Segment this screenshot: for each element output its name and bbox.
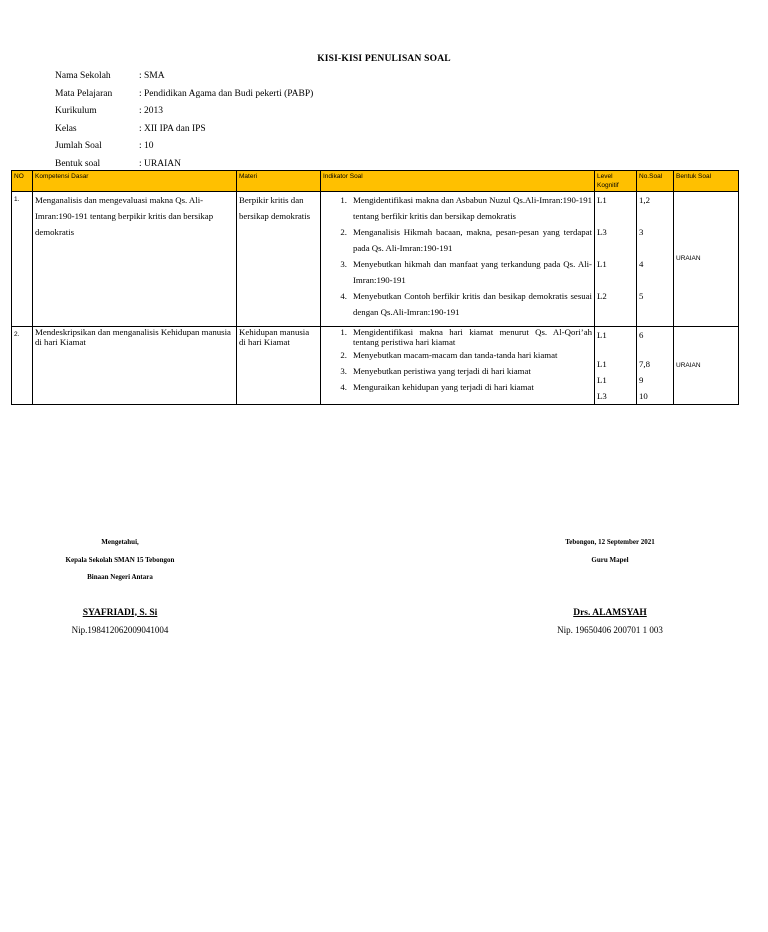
spacer bbox=[639, 240, 671, 256]
nosoal-value: 6 bbox=[639, 330, 644, 340]
list-item bbox=[323, 224, 592, 256]
meta-value: : XII IPA dan IPS bbox=[139, 123, 206, 134]
table-header-row bbox=[12, 171, 739, 192]
header-indikator: Indikator Soal bbox=[321, 171, 595, 192]
indikator-number: 3. bbox=[340, 366, 347, 376]
sig-name: SYAFRIADI, S. Si bbox=[82, 607, 158, 618]
indikator-text: Menyebutkan peristiwa yang terjadi di hari kiamat bbox=[353, 366, 531, 376]
sig-affiliation: Binaan Negeri Antara bbox=[87, 573, 153, 581]
sig-position: Guru Mapel bbox=[591, 555, 629, 564]
header-nosoal: No.Soal bbox=[637, 171, 674, 192]
meta-value: : URAIAN bbox=[139, 158, 181, 169]
question-grid-table bbox=[11, 170, 739, 405]
level-value: L1 bbox=[597, 359, 607, 369]
signature-block-teacher bbox=[525, 536, 695, 635]
row-indikator bbox=[321, 192, 595, 327]
meta-value: : Pendidikan Agama dan Budi pekerti (PABP) bbox=[139, 88, 314, 99]
row-kompetensi: Menganalisis dan mengevaluasi makna Qs. Ali-Imran:190-191 tentang berpikir kritis dan bersikap demokratis bbox=[33, 192, 237, 327]
nosoal-value: 10 bbox=[639, 391, 648, 401]
sig-name: Drs. ALAMSYAH bbox=[573, 607, 647, 618]
spacer bbox=[597, 208, 634, 224]
sig-position: Kepala Sekolah SMAN 15 Tebongon bbox=[65, 555, 175, 564]
level-value: L2 bbox=[597, 291, 607, 301]
indikator-text: Menganalisis Hikmah bacaan, makna, pesan-pesan yang terdapat pada Qs. Ali-Imran:190-191 bbox=[353, 227, 592, 253]
row-level bbox=[595, 327, 637, 405]
list-item bbox=[323, 192, 592, 224]
indikator-text: Menyebutkan Contoh berfikir kritis dan besikap demokratis sesuai dengan Qs.Ali-Imran:190-191 bbox=[353, 291, 592, 317]
indikator-number: 3. bbox=[340, 259, 347, 269]
header-kompetensi: Kompetensi Dasar bbox=[33, 171, 237, 192]
spacer bbox=[639, 272, 671, 288]
indikator-text: Menyebutkan hikmah dan manfaat yang terkandung pada Qs. Ali-Imran:190-191 bbox=[353, 259, 592, 285]
meta-label: Bentuk soal bbox=[55, 158, 101, 169]
meta-label: Nama Sekolah bbox=[55, 71, 111, 81]
indikator-text: Menyebutkan macam-macam dan tanda-tanda hari kiamat bbox=[353, 350, 558, 360]
spacer bbox=[20, 618, 220, 625]
signature-block-principal bbox=[20, 536, 220, 635]
indikator-text: Menguraikan kehidupan yang terjadi di hari kiamat bbox=[353, 382, 534, 392]
row-level bbox=[595, 192, 637, 327]
sig-nip: Nip.198412062009041004 bbox=[71, 624, 169, 635]
level-value: L1 bbox=[597, 195, 607, 205]
meta-label: Jumlah Soal bbox=[55, 141, 102, 152]
list-item bbox=[323, 363, 592, 379]
spacer bbox=[525, 571, 695, 608]
indikator-text: Mengidentifikasi makna dan Asbabun Nuzul Qs.Ali-Imran:190-191 tentang berfikir kritis dan bersikap demokratis bbox=[353, 195, 592, 221]
row-bentuk: URAIAN bbox=[674, 192, 739, 327]
meta-label: Kelas bbox=[55, 123, 77, 134]
level-value: L1 bbox=[597, 330, 607, 340]
row-number: 2. bbox=[12, 327, 33, 405]
nosoal-value: 7,8 bbox=[639, 359, 650, 369]
document-title: KISI-KISI PENULISAN SOAL bbox=[317, 54, 451, 64]
meta-value: : 10 bbox=[139, 141, 154, 152]
level-value: L3 bbox=[597, 227, 607, 237]
list-item bbox=[323, 379, 592, 395]
indikator-text: Mengidentifikasi makna hari kiamat menurut Qs. Al-Qori’ah tentang peristiwa hari kiamat bbox=[353, 327, 592, 347]
row-materi: Kehidupan manusia di hari Kiamat bbox=[237, 327, 321, 405]
row-nosoal bbox=[637, 327, 674, 405]
header-bentuk: Bentuk Soal bbox=[674, 171, 739, 192]
nosoal-value: 5 bbox=[639, 291, 644, 301]
indikator-number: 4. bbox=[340, 291, 347, 301]
nosoal-value: 9 bbox=[639, 375, 644, 385]
meta-label: Mata Pelajaran bbox=[55, 88, 113, 99]
list-item bbox=[323, 347, 592, 363]
spacer bbox=[639, 343, 671, 356]
meta-value: : 2013 bbox=[139, 106, 164, 117]
level-value: L3 bbox=[597, 391, 607, 401]
spacer bbox=[525, 618, 695, 625]
sig-nip: Nip. 19650406 200701 1 003 bbox=[557, 624, 663, 635]
level-value: L1 bbox=[597, 375, 607, 385]
header-no: NO bbox=[12, 171, 33, 192]
row-number: 1. bbox=[12, 192, 33, 327]
indikator-number: 1. bbox=[340, 327, 347, 337]
indikator-number: 1. bbox=[340, 195, 347, 205]
nosoal-value: 1,2 bbox=[639, 195, 650, 205]
row-materi: Berpikir kritis dan bersikap demokratis bbox=[237, 192, 321, 327]
list-item bbox=[323, 288, 592, 320]
sig-acknowledged: Mengetahui, bbox=[101, 538, 139, 546]
level-value: L1 bbox=[597, 259, 607, 269]
table-row bbox=[12, 327, 739, 405]
spacer bbox=[597, 272, 634, 288]
table-row bbox=[12, 192, 739, 327]
spacer bbox=[597, 240, 634, 256]
nosoal-value: 3 bbox=[639, 227, 644, 237]
list-item bbox=[323, 256, 592, 288]
indikator-number: 4. bbox=[340, 382, 347, 392]
row-indikator bbox=[321, 327, 595, 405]
spacer bbox=[597, 343, 634, 356]
row-bentuk: URAIAN bbox=[674, 327, 739, 405]
list-item bbox=[323, 327, 592, 347]
sig-place-date: Tebongon, 12 September 2021 bbox=[565, 538, 655, 546]
row-kompetensi: Mendeskripsikan dan menganalisis Kehidupan manusia di hari Kiamat bbox=[33, 327, 237, 405]
indikator-number: 2. bbox=[340, 350, 347, 360]
header-materi: Materi bbox=[237, 171, 321, 192]
spacer bbox=[20, 589, 220, 608]
spacer bbox=[639, 208, 671, 224]
row-nosoal bbox=[637, 192, 674, 327]
meta-label: Kurikulum bbox=[55, 106, 97, 117]
header-level: Level Kognitif bbox=[595, 171, 637, 192]
meta-value: : SMA bbox=[139, 71, 165, 81]
indikator-number: 2. bbox=[340, 227, 347, 237]
nosoal-value: 4 bbox=[639, 259, 644, 269]
